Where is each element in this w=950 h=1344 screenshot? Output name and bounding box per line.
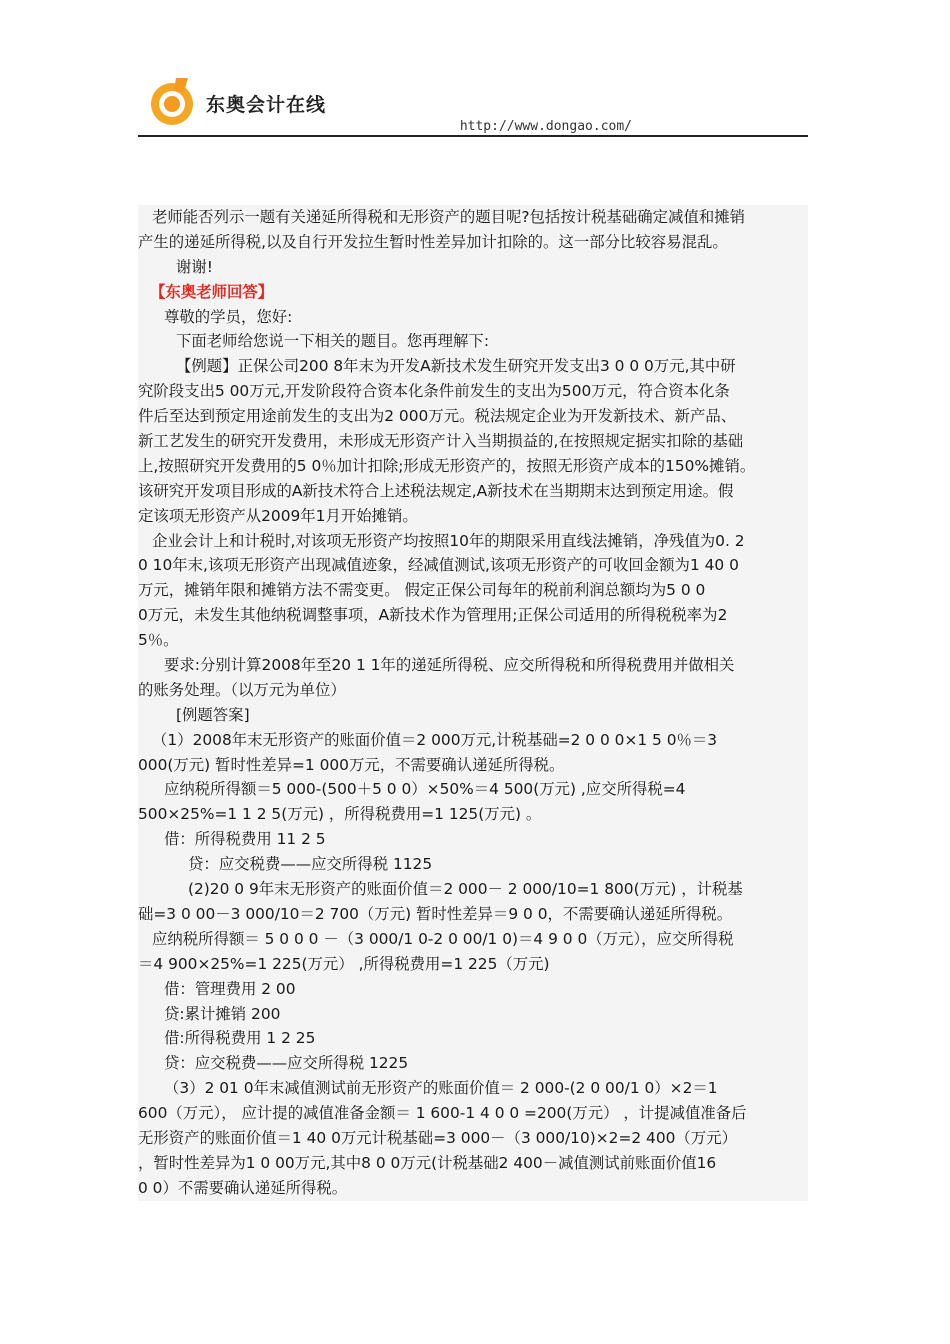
text-line: 500×25%=1 1 2 5(万元) ，所得税费用=1 125(万元) 。 — [138, 805, 542, 824]
text-line: 应纳税所得额＝5 000-(500＋5 0 0）×50%＝4 500(万元) ,应交所得税=4 — [164, 780, 686, 799]
text-line: 下面老师给您说一下相关的题目。您再理解下: — [176, 332, 489, 351]
text-line: 贷:累计摊销 200 — [164, 1004, 281, 1023]
text-line: 该研究开发项目形成的A新技术符合上述税法规定,A新技术在当期期末达到预定用途。假 — [138, 481, 734, 500]
brand-name: 东奥会计在线 — [206, 94, 327, 116]
text-line: 000(万元) 暂时性差异=1 000万元，不需要确认递延所得税。 — [138, 755, 565, 774]
text-line: 5％。 — [138, 631, 179, 650]
text-line: 要求:分别计算2008年至20 1 1年的递延所得税、应交所得税和所得税费用并做相关 — [164, 656, 735, 675]
text-line: 谢谢! — [176, 257, 213, 276]
text-line: 件后至达到预定用途前发生的支出为2 000万元。税法规定企业为开发新技术、新产品、 — [138, 407, 737, 426]
text-line: 0 10年末,该项无形资产出现减值迹象，经减值测试,该项无形资产的可收回金额为1 40 0 — [138, 556, 739, 575]
text-line: 【例题】正保公司200 8年末为开发A新技术发生研究开发支出3 0 0 0万元,其中研 — [176, 357, 736, 376]
text-line: ，暂时性差异为1 0 00万元,其中8 0 0万元(计税基础2 400－减值测试前账面价值16 — [138, 1153, 717, 1172]
text-line: 万元，摊销年限和摊销方法不需变更。 假定正保公司每年的税前利润总额均为5 0 0 — [138, 581, 706, 600]
dongao-logo-icon — [146, 76, 198, 128]
qa-content — [138, 205, 808, 1201]
text-line: 借:所得税费用 1 2 25 — [164, 1029, 316, 1048]
text-line: 无形资产的账面价值＝1 40 0万元计税基础=3 000－（3 000/10)×2=2 400（万元） — [138, 1128, 737, 1147]
text-line: 的账务处理。（以万元为单位） — [138, 680, 346, 699]
text-line: (2)20 0 9年末无形资产的账面价值＝2 000－ 2 000/10=1 800(万元) ，计税基 — [188, 880, 743, 899]
text-line: （1）2008年末无形资产的账面价值＝2 000万元,计税基础=2 0 0 0×1 5 0％＝3 — [152, 730, 718, 749]
text-line: 贷：应交税费——应交所得税 1125 — [188, 855, 433, 874]
text-line: 贷：应交税费——应交所得税 1225 — [164, 1054, 409, 1073]
text-line: 新工艺发生的研究开发费用，未形成无形资产计入当期损益的,在按照规定据实扣除的基础 — [138, 432, 744, 451]
text-line: 产生的递延所得税,以及自行开发拉生暂时性差异加计扣除的。这一部分比较容易混乱。 — [138, 232, 728, 251]
text-line: 600（万元）， 应计提的减值准备金额＝ 1 600-1 4 0 0 =200(万元） ，计提减值准备后 — [138, 1104, 747, 1123]
site-url[interactable]: http://www.dongao.com/ — [459, 119, 632, 134]
answer-heading: 【东奥老师回答】 — [150, 282, 274, 301]
text-line: 0万元，未发生其他纳税调整事项，A新技术作为管理用;正保公司适用的所得税税率为2 — [138, 606, 728, 625]
text-line: 定该项无形资产从2009年1月开始摊销。 — [138, 506, 418, 525]
text-line: ＝4 900×25%=1 225(万元） ,所得税费用=1 225（万元) — [138, 954, 550, 973]
text-line: 上,按照研究开发费用的5 0％加计扣除;形成无形资产的，按照无形资产成本的150%摊销。 — [138, 456, 756, 475]
text-line: 老师能否列示一题有关递延所得税和无形资产的题目呢?包括按计税基础确定减值和摊销 — [152, 208, 746, 226]
text-line: 借：管理费用 2 00 — [164, 979, 296, 998]
text-line: （3）2 01 0年末减值测试前无形资产的账面价值＝ 2 000-(2 0 00/1 0）×2＝1 — [164, 1079, 718, 1098]
header-divider — [138, 135, 808, 137]
text-line: 究阶段支出5 00万元,开发阶段符合资本化条件前发生的支出为500万元，符合资本化条 — [138, 382, 730, 401]
text-line: 应纳税所得额＝ 5 0 0 0 －（3 000/1 0-2 0 00/1 0)＝4 9 0 0（万元），应交所得税 — [152, 929, 734, 948]
page-header — [138, 62, 808, 138]
text-line: 尊敬的学员，您好: — [164, 307, 293, 326]
text-line: 础=3 0 00－3 000/10＝2 700（万元) 暂时性差异＝9 0 0，不需要确认递延所得税。 — [138, 904, 733, 923]
text-line: 0 0）不需要确认递延所得税。 — [138, 1178, 348, 1197]
text-line: 借：所得税费用 11 2 5 — [164, 830, 326, 849]
text-line: 企业会计上和计税时,对该项无形资产均按照10年的期限采用直线法摊销，净残值为0. 2 — [152, 531, 745, 550]
text-line: [例题答案] — [176, 705, 250, 724]
